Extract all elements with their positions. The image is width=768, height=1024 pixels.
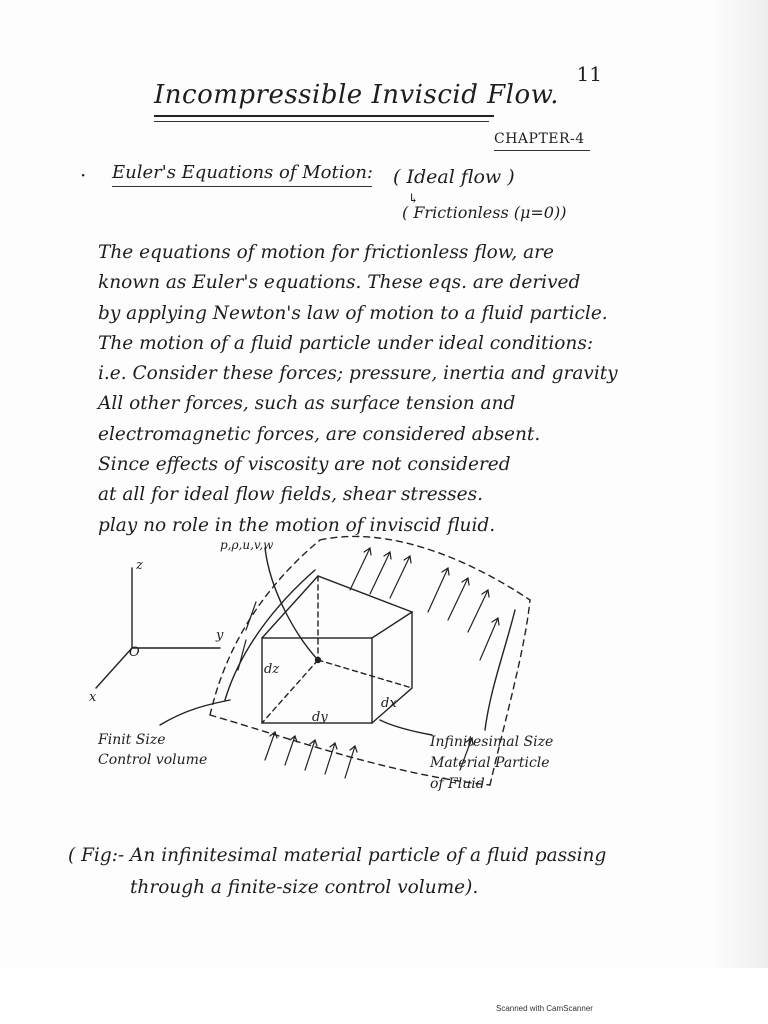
body-line: The equations of motion for frictionless flow, are <box>98 242 554 263</box>
body-line: at all for ideal flow fields, shear stresses. <box>98 484 483 506</box>
streamline-right <box>485 610 515 730</box>
page-edge-shadow <box>712 0 768 1024</box>
body-line: i.e. Consider these forces; pressure, inertia and gravity <box>98 363 618 385</box>
finite-control-volume-label: Finit Size Control volume <box>98 732 208 768</box>
body-paragraph <box>98 238 618 541</box>
cube-hidden-edge <box>318 660 412 688</box>
x-axis <box>96 648 132 688</box>
center-point <box>316 658 321 663</box>
body-line: The motion of a fluid particle under ideal conditions: <box>98 332 594 354</box>
infinitesimal-label-leader <box>380 720 432 735</box>
dy-label: dy <box>312 710 328 725</box>
dx-label: dx <box>381 696 397 711</box>
y-axis-label: y <box>216 628 224 643</box>
figure-caption-line-1: ( Fig:- An infinitesimal material particle of a fluid passing <box>68 845 607 866</box>
body-line: Since effects of viscosity are not considered <box>98 454 511 476</box>
body-line: All other forces, such as surface tension and <box>98 393 516 415</box>
dz-label: dz <box>264 662 280 677</box>
title-underline-second <box>154 121 489 122</box>
heading-underline <box>112 186 372 187</box>
body-line: by applying Newton's law of motion to a fluid particle. <box>98 302 608 324</box>
point-properties-label: p,ρ,u,v,w <box>220 538 274 552</box>
streamline-left <box>225 570 315 700</box>
note-arrow: ↳ <box>408 192 419 207</box>
note-frictionless: ( Frictionless (μ=0)) <box>402 203 567 222</box>
body-line: play no role in the motion of inviscid fluid. <box>98 514 496 536</box>
control-volume-left-edge <box>210 540 320 715</box>
figure-caption-line-2: through a finite-size control volume). <box>130 877 479 898</box>
heading-bullet: · <box>80 163 87 187</box>
origin-label: O <box>129 645 140 660</box>
finite-label-leader <box>160 700 230 725</box>
page-bottom-margin <box>0 968 768 1024</box>
x-axis-label: x <box>89 690 97 705</box>
page-title: Incompressible Inviscid Flow. <box>154 80 560 110</box>
control-volume-top-edge <box>320 536 530 600</box>
chapter-label: CHAPTER-4 <box>494 131 585 147</box>
body-line: known as Euler's equations. These eqs. are derived <box>98 272 581 294</box>
point-pointer <box>265 548 318 660</box>
page-number: 11 <box>576 62 602 86</box>
section-heading: Euler's Equations of Motion: <box>112 162 373 183</box>
title-underline <box>154 115 494 117</box>
cube-top-face <box>262 576 412 638</box>
scanner-watermark: Scanned with CamScanner <box>496 1004 593 1013</box>
note-ideal-flow: ( Ideal flow ) <box>393 166 515 188</box>
z-axis-label: z <box>136 558 143 573</box>
flow-arrows-left <box>238 602 256 670</box>
body-line: electromagnetic forces, are considered absent. <box>98 423 541 445</box>
infinitesimal-particle-label: Infinitesimal Size Material Particle of Fluid <box>430 734 554 792</box>
chapter-underline <box>494 150 590 151</box>
